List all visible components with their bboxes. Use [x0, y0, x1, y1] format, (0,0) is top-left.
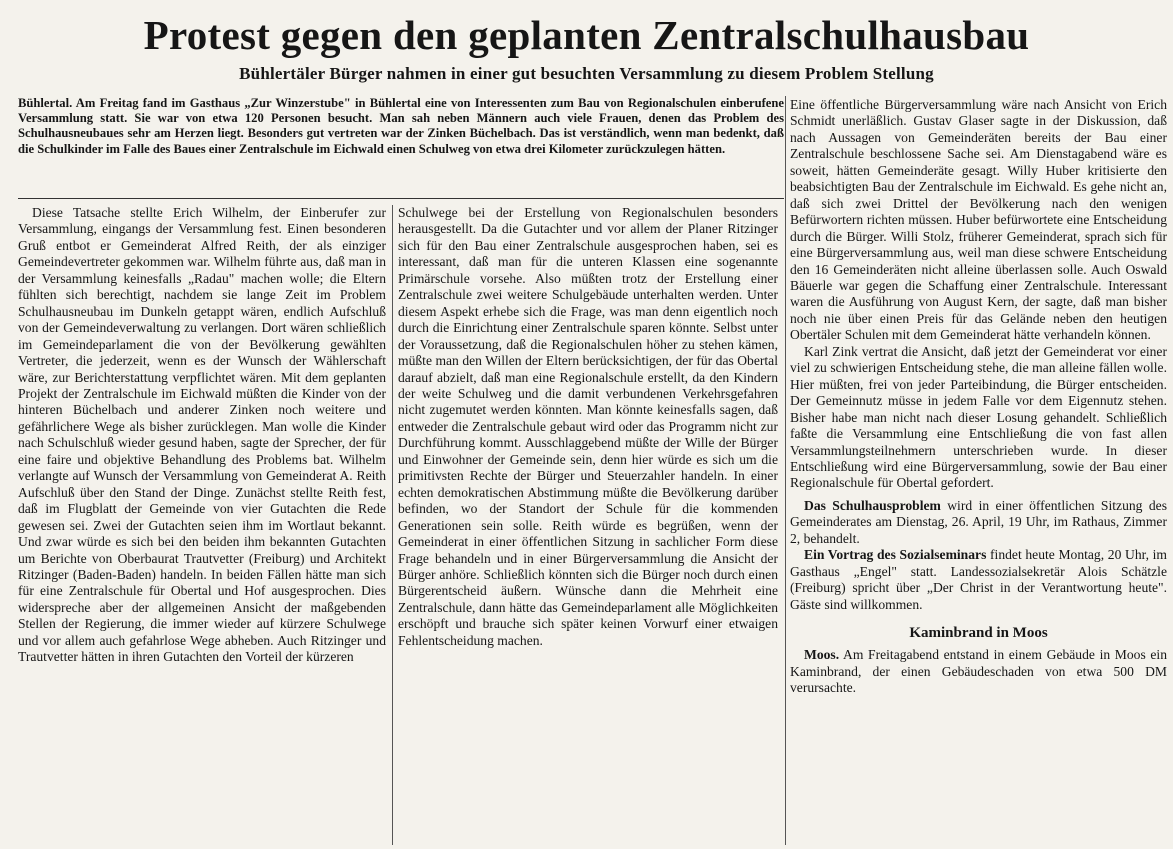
short-item-place: Moos.: [804, 647, 840, 663]
body-paragraph: Karl Zink vertrat die Ansicht, daß jetzt der Gemeinderat vor einer viel zu schwierigen Entscheidung stehe, die man alleine fällen wolle. Hier müßten, frei von jeder Parteibindung, die Bürger entscheiden. Der Gemeinnutz müsse in jedem Falle vor dem Eigennutz stehen. Bisher habe man nicht nach dieser Losung gehandelt. Schließlich faßte die Versammlung eine Entschließung die von fast allen Versammlungsteilnehmern unterschrieben wurde. In dieser Entschließung wird eine Bürgerversammlung, sowie der Bau einer Regionalschule für Obertal gefordert.: [790, 343, 1167, 491]
notice-text: findet heute Montag, 20 Uhr, im Gasthaus „Engel" statt. Landessozialsekretär Alois Schätzle (Freiburg) spricht über „Der Christ in der Verantwortung heute". Gäste sind willkommen.: [790, 547, 1167, 612]
lead-text: Am Freitag fand im Gasthaus „Zur Winzerstube" in Bühlertal eine von Interessenten zum Bau von Regionalschulen einberufene Versammlung statt. Sie war von etwa 120 Personen besucht. Man sah neben Männern auch viele Frauen, denen das Problem des Schulhausneubaues sehr am Herzen liegt. Besonders gut vertreten war der Zinken Büchelbach. Das ist verständlich, wenn man bedenkt, daß die Schulkinder im Falle des Baues einer Zentralschule im Eichwald einen Schulweg von etwa drei Kilometer zurückzulegen hätten.: [18, 96, 784, 156]
lead-divider: [18, 198, 784, 199]
notice-keyword: Ein Vortrag des Sozialseminars: [804, 547, 987, 563]
notice-text: wird in einer öffentlichen Sitzung des Gemeinderates am Dienstag, 26. April, 19 Uhr, im Rathaus, Zimmer 2, behandelt.: [790, 497, 1167, 546]
column-divider-2: [785, 96, 786, 845]
article-headline: Protest gegen den geplanten Zentralschulhausbau: [143, 12, 1030, 58]
article-lead: [18, 96, 784, 157]
short-item-body: [790, 647, 1167, 696]
lead-place: Bühlertal.: [18, 96, 73, 110]
body-paragraph: Eine öffentliche Bürgerversammlung wäre nach Ansicht von Erich Schmidt unerläßlich. Gustav Glaser sagte in der Diskussion, daß nach Aussagen von Gemeinderäten bereits der Bau einer Zentralschule beschlossene Sache sei. Am Dienstagabend wäre es soweit, hätten Gemeinderäte gesagt. Willy Huber kritisierte den beabsichtigten Bau der Zentralschule im Eichwald. Es gehe nicht an, daß sich zwei Drittel der Bevölkerung nach den wenigen Befürwortern richten müssen. Huber befürwortete eine Entscheidung durch die Bürger. Willi Stolz, früherer Gemeinderat, sprach sich für eine Bürgerversammlung aus, weil man diese schwere Entscheidung den 16 Gemeinderäten nicht alleine überlassen solle. Auch Oswald Bäuerle war gegen die Schaffung einer Zentralschule. Interessant waren die Ausführung von August Kern, der sagte, daß man bisher noch nie über einen Preis für das Gelände neben den heutigen Obertäler Schulen mit dem Gemeinderat hätte verhandeln können.: [790, 97, 1167, 343]
article-column-1: [18, 205, 386, 845]
article-column-2: [398, 205, 778, 845]
body-paragraph: Diese Tatsache stellte Erich Wilhelm, der Einberufer zur Versammlung, eingangs der Versammlung fest. Einen besonderen Gruß entbot er Gemeinderat Alfred Reith, der als einziger Gemeindevertreter gekommen war. Wilhelm führte aus, daß man in der Versammlung keinesfalls „Radau" machen wolle; die Eltern fühlten sich berechtigt, nachdem sie lange Zeit im Problem Schulhausneubau im Dunkeln getappt wären, endlich Aufschluß von der Gemeindeverwaltung zu verlangen. Dort wären schließlich im Gemeindeparlament die von der Bevölkerung gewählten Vertreter, die jederzeit, wenn es der Wunsch der Wählerschaft wäre, zur Berichterstattung verpflichtet wären. Mit dem geplanten Projekt der Zentralschule im Eichwald müßten die Kinder von der hinteren Büchelbach und anderer Zinken noch weitere und gefährlichere Wege als bisher zurücklegen. Man wolle die Kinder nach Schulschluß wieder gesund haben, sagte der Sprecher, der für eine faire und objektive Behandlung des Problems bat. Wilhelm verlangte auf Wunsch der Versammlung von Gemeinderat A. Reith Aufschluß über den Stand der Dinge. Zunächst stellte Reith fest, daß im Flugblatt der Gemeinde von vier Gutachten die Rede gewesen sei. Zwei der Gutachten seien ihm im Wortlaut bekannt. Und zwar würde es sich bei den beiden ihm bekannten Gutachten um Berichte von Oberbaurat Trautvetter (Freiburg) und Architekt Ritzinger (Baden-Baden) handeln. In beiden Fällen hätte man sich für eine Zentralschule für Obertal und Hof ausgesprochen. Dies widerspreche aber der allgemeinen Ansicht der maßgebenden Stellen der Regierung, die immer wieder auf kürzere Schulwege und vor allem auch gefahrlose Wege abheben. Auch Ritzinger und Trautvetter hätten in ihren Gutachten den Vorteil der kürzeren: [18, 205, 386, 665]
short-item-text: Am Freitagabend entstand in einem Gebäude in Moos ein Kaminbrand, der einen Gebäudeschaden von etwa 500 DM verursachte.: [790, 647, 1167, 695]
notice-sozialseminar: [790, 547, 1167, 613]
short-item-title: Kaminbrand in Moos: [909, 625, 1048, 642]
body-paragraph: Schulwege bei der Erstellung von Regionalschulen besonders herausgestellt. Da die Gutachter und vor allem der Planer Ritzinger sich für den Bau einer Zentralschule ausgesprochen haben, sei es interessant, daß man für die unteren Klassen eine sogenannte Primärschule vorsehe. Also müßten trotz der Erstellung einer Zentralschule zwei weitere Schulgebäude unterhalten werden. Unter diesem Aspekt erhebe sich die Frage, was man denn eigentlich noch durch die Einrichtung einer Zentralschule sparen könnte. Selbst unter der Voraussetzung, daß die Regionalschulen höher zu stehen kämen, müßte man den Willen der Eltern berücksichtigen, der für das Obertal darauf abzielt, daß man eine Regionalschule erstellt, da den Kindern der weite Schulweg und die damit verbundenen Verkehrsgefahren nicht zugemutet werden könnten. Man könnte keinesfalls sagen, daß entweder die Zentralschule gebaut wird oder das Programm nicht zur Durchführung kommt. Ausschlaggebend müßte der Wille der Bürger und Einwohner der Gemeinde sein, denn hier würde es sich um die primitivsten Rechte der Bürger und Steuerzahler handeln. In einer echten demokratischen Abstimmung müßte die Bevölkerung darüber befinden, wo der Standort der Schule für die kommenden Generationen sein solle. Reith würde es begrüßen, wenn der Gemeinderat in einer öffentlichen Sitzung in sachlicher Form diese Frage behandeln und in einer Bürgerversammlung die Ansicht der Bürger anhöre. Schließlich könnten sich die Bürger noch durch einen Bürgerentscheid äußern. Wünsche dann die Mehrheit eine Zentralschule, dann hätte das Gemeindeparlament alle Möglichkeiten erschöpft und brauche sich später keinen Vorwurf einer etwaigen Fehlentscheidung machen.: [398, 205, 778, 648]
article-subheadline: Bühlertäler Bürger nahmen in einer gut besuchten Versammlung zu diesem Problem Stellung: [239, 64, 934, 83]
article-column-3: [790, 97, 1167, 845]
column-divider-1: [392, 205, 393, 845]
notice-schulhausproblem: [790, 498, 1167, 547]
notice-keyword: Das Schulhausproblem: [804, 497, 941, 513]
